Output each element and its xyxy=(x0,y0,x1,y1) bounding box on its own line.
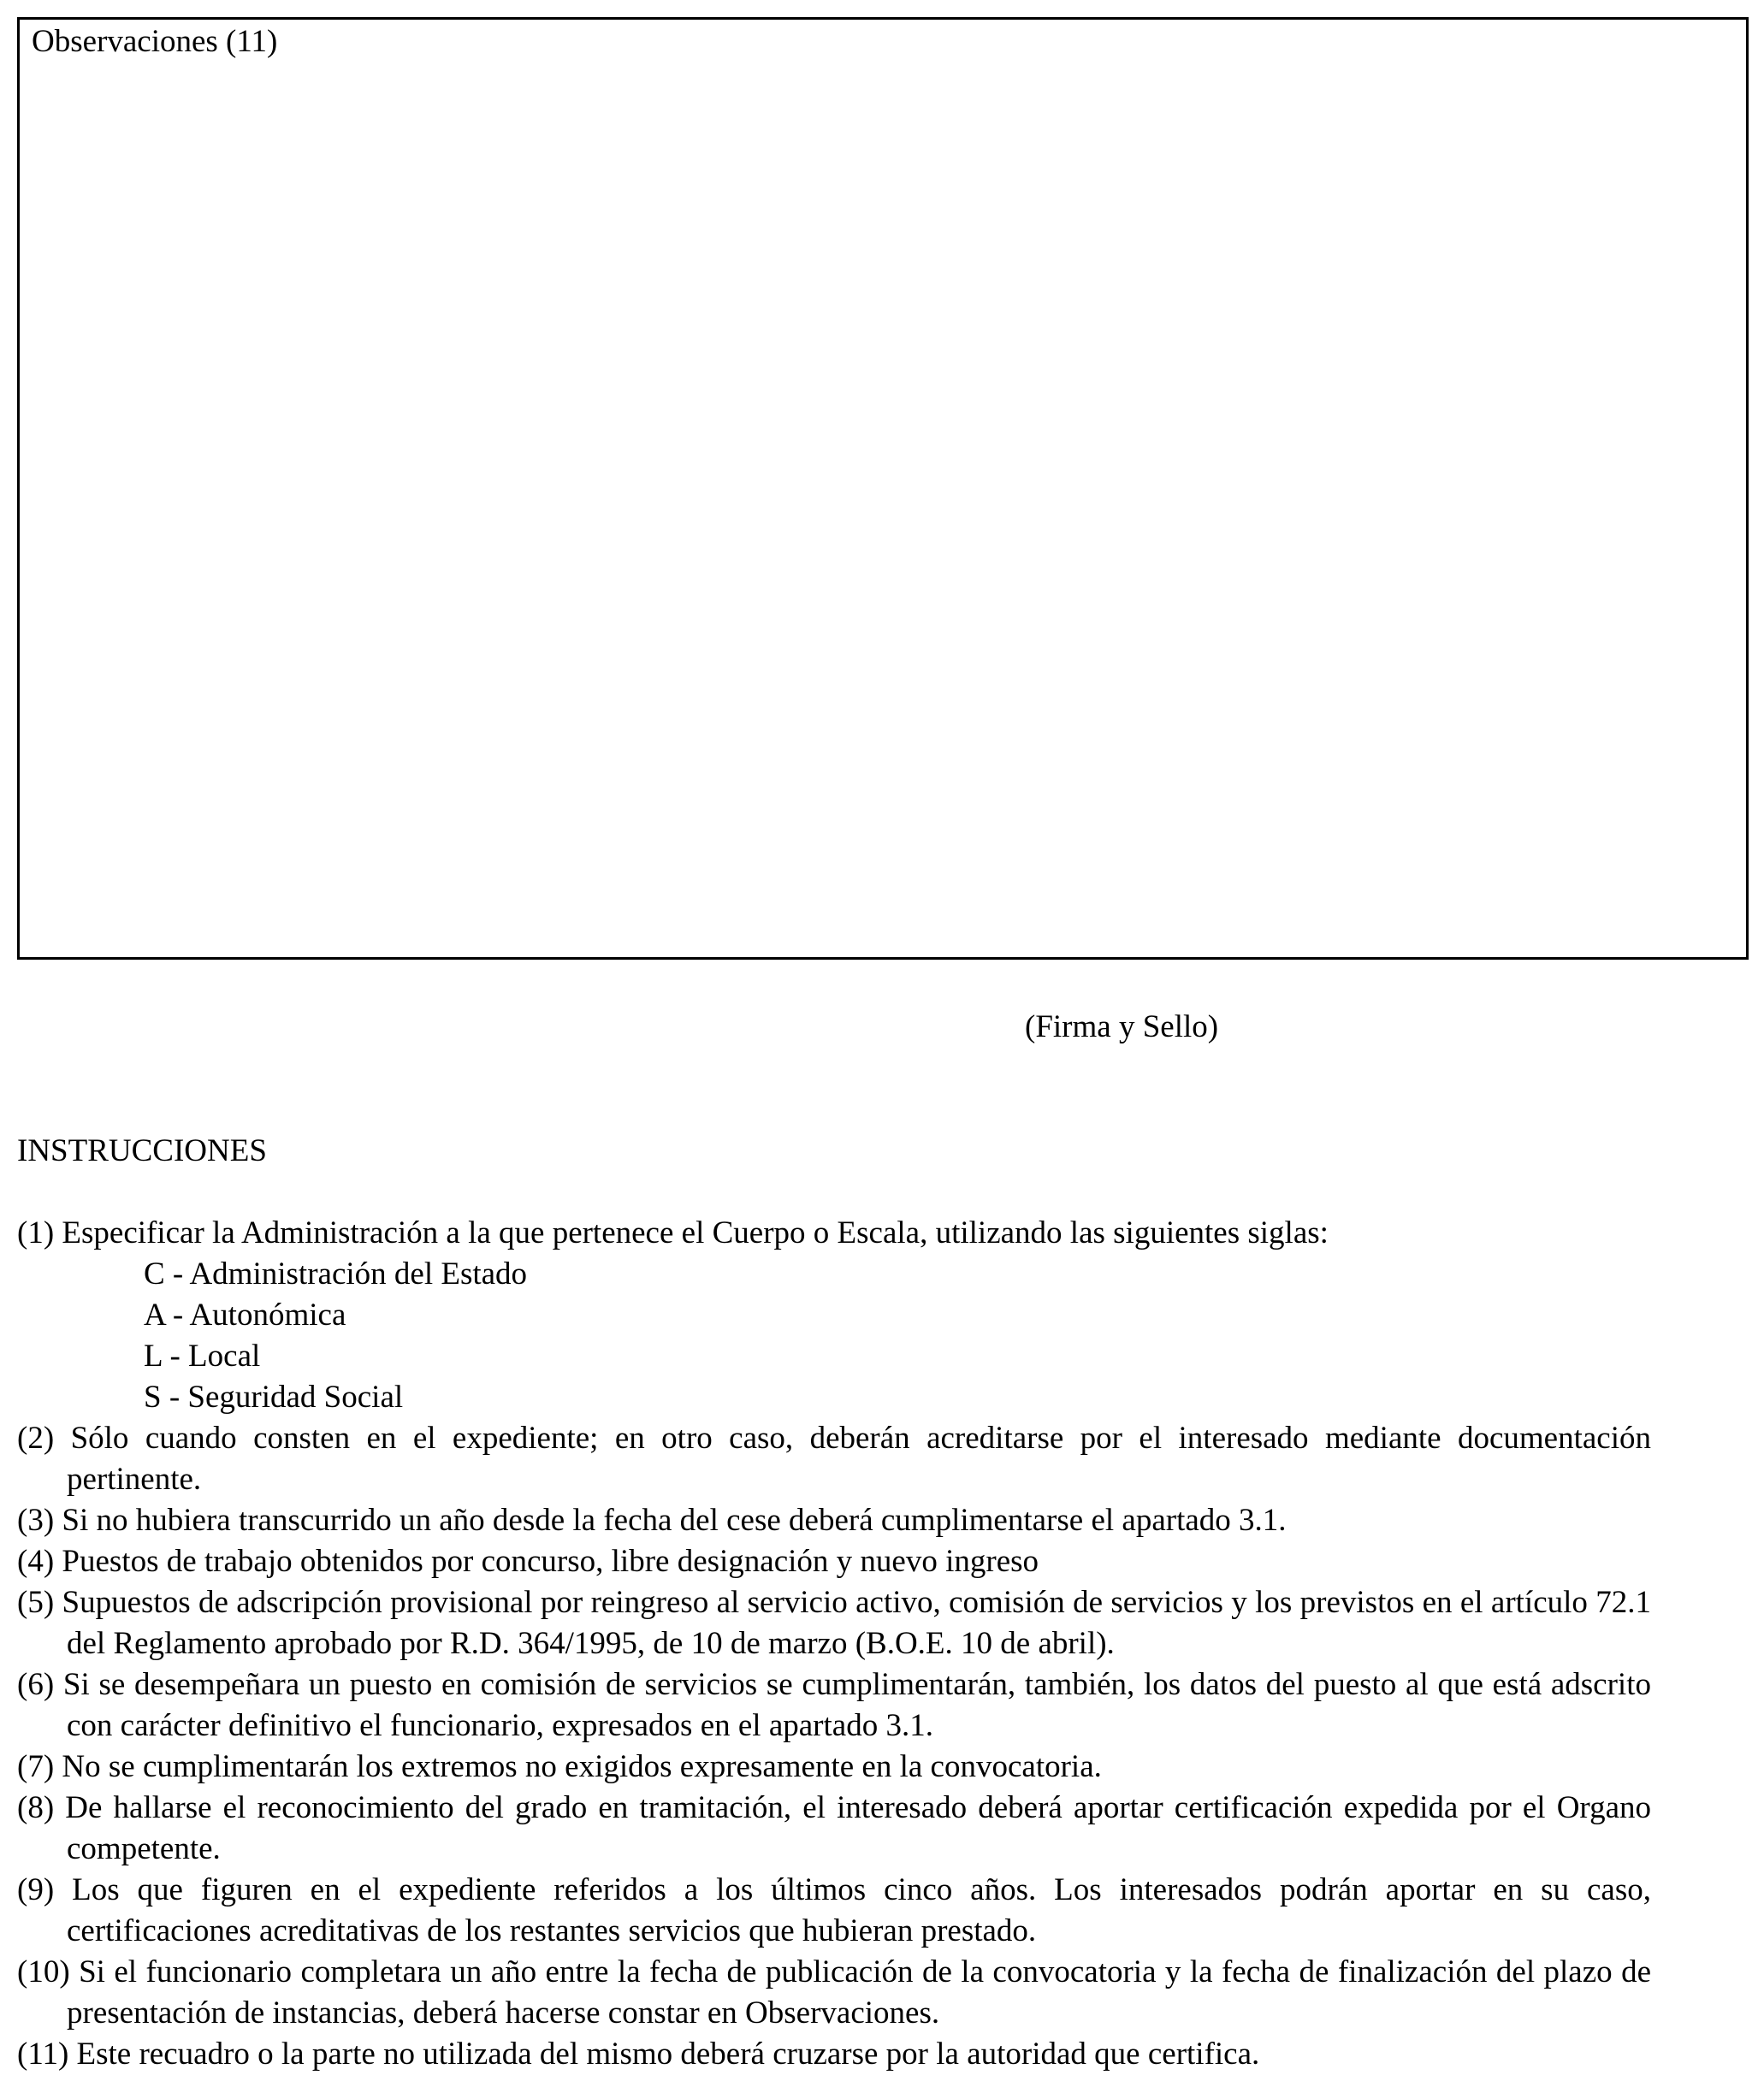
instruction-number: (10) xyxy=(17,1954,70,1989)
instruction-text: Si se desempeñara un puesto en comisión de servicios se cumplimentarán, también, los datos del puesto al que está adscrito con carácter definitivo el funcionario, expresados en el apartado 3.1. xyxy=(62,1667,1651,1743)
observations-title: Observaciones (11) xyxy=(32,24,278,59)
sigla-item-a: A - Autonómica xyxy=(144,1298,346,1333)
instruction-item-10 xyxy=(17,1952,1651,2034)
instruction-number: (6) xyxy=(17,1667,55,1702)
signature-label: (Firma y Sello) xyxy=(1025,1009,1219,1044)
instruction-text: Si el funcionario completara un año entre la fecha de publicación de la convocatoria y la fecha de finalización del plazo de presentación de instancias, deberá hacerse constar en Observaciones. xyxy=(67,1954,1652,2031)
instruction-number: (9) xyxy=(17,1872,55,1907)
instruction-item-9 xyxy=(17,1870,1651,1952)
instruction-number: (5) xyxy=(17,1585,55,1620)
instruction-item-1 xyxy=(17,1213,1651,1254)
instruction-item-11 xyxy=(17,2034,1651,2075)
instruction-text: De hallarse el reconocimiento del grado en tramitación, el interesado deberá aportar certificación expedida por el Organo competente. xyxy=(65,1790,1651,1866)
instruction-item-8 xyxy=(17,1788,1651,1870)
instruction-text: Si no hubiera transcurrido un año desde la fecha del cese deberá cumplimentarse el apartado 3.1. xyxy=(62,1503,1287,1538)
instruction-item-2 xyxy=(17,1418,1651,1500)
instruction-text: Sólo cuando consten en el expediente; en otro caso, deberán acreditarse por el interesado mediante documentación pertinente. xyxy=(67,1421,1652,1497)
instruction-number: (2) xyxy=(17,1421,55,1456)
instruction-number: (1) xyxy=(17,1215,55,1250)
instruction-number: (11) xyxy=(17,2037,69,2072)
instruction-item-4 xyxy=(17,1541,1651,1582)
sigla-item-c: C - Administración del Estado xyxy=(144,1256,528,1292)
sigla-item-l: L - Local xyxy=(144,1339,261,1374)
instruction-text: Los que figuren en el expediente referidos a los últimos cinco años. Los interesados podrán aportar en su caso, certificaciones acreditativas de los restantes servicios que hubieran prestado. xyxy=(67,1872,1652,1948)
instructions-heading: INSTRUCCIONES xyxy=(17,1133,267,1168)
instruction-text: Puestos de trabajo obtenidos por concurso, libre designación y nuevo ingreso xyxy=(62,1544,1039,1579)
sigla-item-s: S - Seguridad Social xyxy=(144,1380,404,1415)
instruction-item-7 xyxy=(17,1747,1651,1788)
instruction-number: (4) xyxy=(17,1544,55,1579)
instruction-text: No se cumplimentarán los extremos no exigidos expresamente en la convocatoria. xyxy=(62,1749,1102,1784)
instruction-item-3 xyxy=(17,1500,1651,1541)
instruction-text: Supuestos de adscripción provisional por reingreso al servicio activo, comisión de servicios y los previstos en el artículo 72.1 del Reglamento aprobado por R.D. 364/1995, de 10 de marzo (B.O.E. 10 de abril). xyxy=(62,1585,1652,1661)
instruction-item-5 xyxy=(17,1582,1651,1664)
instruction-item-6 xyxy=(17,1664,1651,1747)
observations-box[interactable] xyxy=(17,17,1749,960)
instructions-list xyxy=(17,1213,1651,2075)
instruction-number: (8) xyxy=(17,1790,55,1825)
instruction-text: Especificar la Administración a la que pertenece el Cuerpo o Escala, utilizando las siguientes siglas: xyxy=(62,1215,1329,1250)
instruction-number: (7) xyxy=(17,1749,55,1784)
instruction-number: (3) xyxy=(17,1503,55,1538)
instruction-text: Este recuadro o la parte no utilizada del mismo deberá cruzarse por la autoridad que certifica. xyxy=(76,2037,1260,2072)
